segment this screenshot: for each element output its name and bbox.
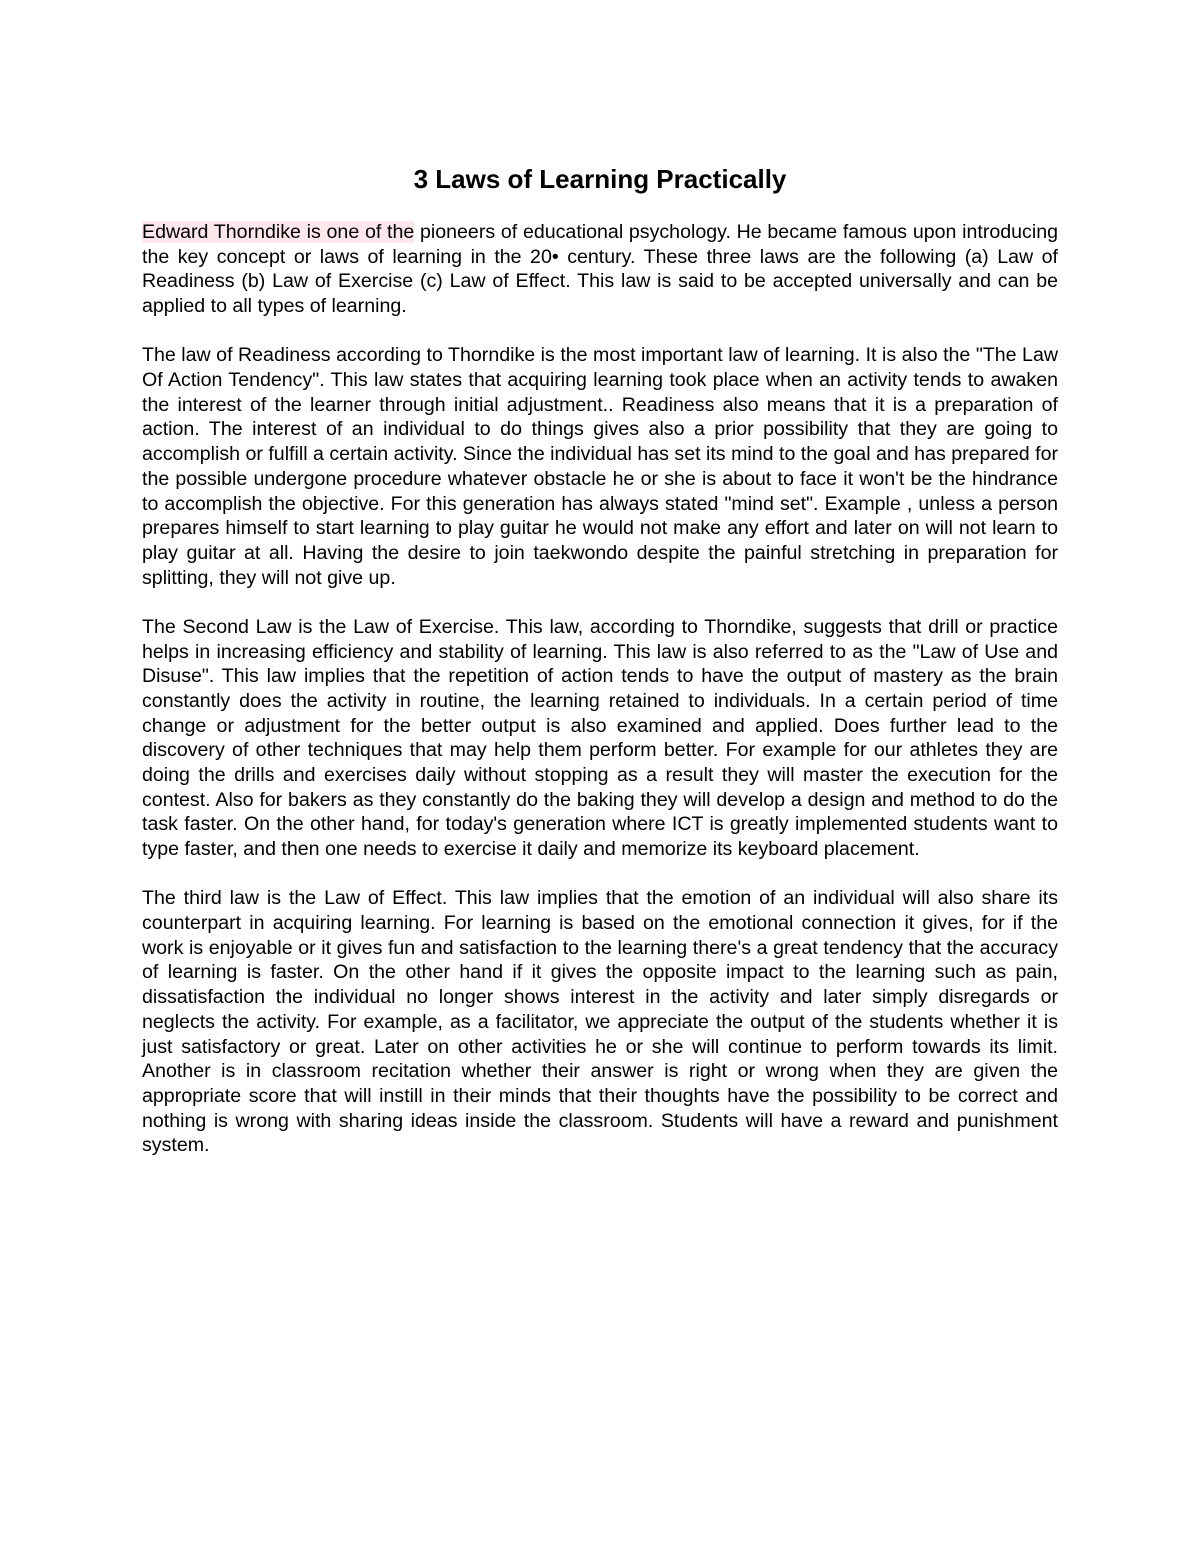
highlighted-text: Edward Thorndike is one of the	[142, 221, 415, 243]
paragraph-law-of-effect	[142, 886, 1058, 1158]
paragraph-text: The third law is the Law of Effect. This law implies that the emotion of an individual will also share its counterpart in acquiring learning. For learning is based on the emotional connection it gives, for if the work is enjoyable or it gives fun and satisfaction to the learning there's a great tendency that the accuracy of learning is faster. On the other hand if it gives the opposite impact to the learning such as pain, dissatisfaction the individual no longer shows interest in the activity and later simply disregards or neglects the activity. For example, as a facilitator, we appreciate the output of the students whether it is just satisfactory or great. Later on other activities he or she will continue to perform towards its limit. Another is in classroom recitation whether their answer is right or wrong when they are given the appropriate score that will instill in their minds that their thoughts have the possibility to be correct and nothing is wrong with sharing ideas inside the classroom. Students will have a reward and punishment system.	[142, 887, 1058, 1157]
paragraph-law-of-readiness	[142, 343, 1058, 590]
paragraph-text: The law of Readiness according to Thorndike is the most important law of learning. It is also the "The Law Of Action Tendency". This law states that acquiring learning took place when an activity tends to awaken the interest of the learner through initial adjustment.. Readiness also means that it is a preparation of action. The interest of an individual to do things gives also a prior possibility that they are going to accomplish or fulfill a certain activity. Since the individual has set its mind to the goal and has prepared for the possible undergone procedure whatever obstacle he or she is about to face it won't be the hindrance to accomplish the objective. For this generation has always stated "mind set". Example , unless a person prepares himself to start learning to play guitar he would not make any effort and later on will not learn to play guitar at all. Having the desire to join taekwondo despite the painful stretching in preparation for splitting, they will not give up.	[142, 344, 1058, 589]
paragraph-text: The Second Law is the Law of Exercise. This law, according to Thorndike, suggests that drill or practice helps in increasing efficiency and stability of learning. This law is also referred to as the "Law of Use and Disuse". This law implies that the repetition of action tends to have the output of mastery as the brain constantly does the activity in routine, the learning retained to individuals. In a certain period of time change or adjustment for the better output is also examined and applied. Does further lead to the discovery of other techniques that may help them perform better. For example for our athletes they are doing the drills and exercises daily without stopping as a result they will master the execution for the contest. Also for bakers as they constantly do the baking they will develop a design and method to do the task faster. On the other hand, for today's generation where ICT is greatly implemented students want to type faster, and then one needs to exercise it daily and memorize its keyboard placement.	[142, 615, 1058, 861]
document-title: 3 Laws of Learning Practically	[413, 164, 787, 194]
document-body	[142, 220, 1058, 1183]
paragraph-text: pioneers of educational psychology. He became famous upon introducing the key concept or laws of learning in the 20• century. These three laws are the following (a) Law of Readiness (b) Law of Exercise (c) Law of Effect. This law is said to be accepted universally and can be applied to all types of learning.	[142, 221, 1058, 318]
paragraph-law-of-exercise	[142, 615, 1058, 862]
paragraph-intro	[142, 220, 1058, 319]
